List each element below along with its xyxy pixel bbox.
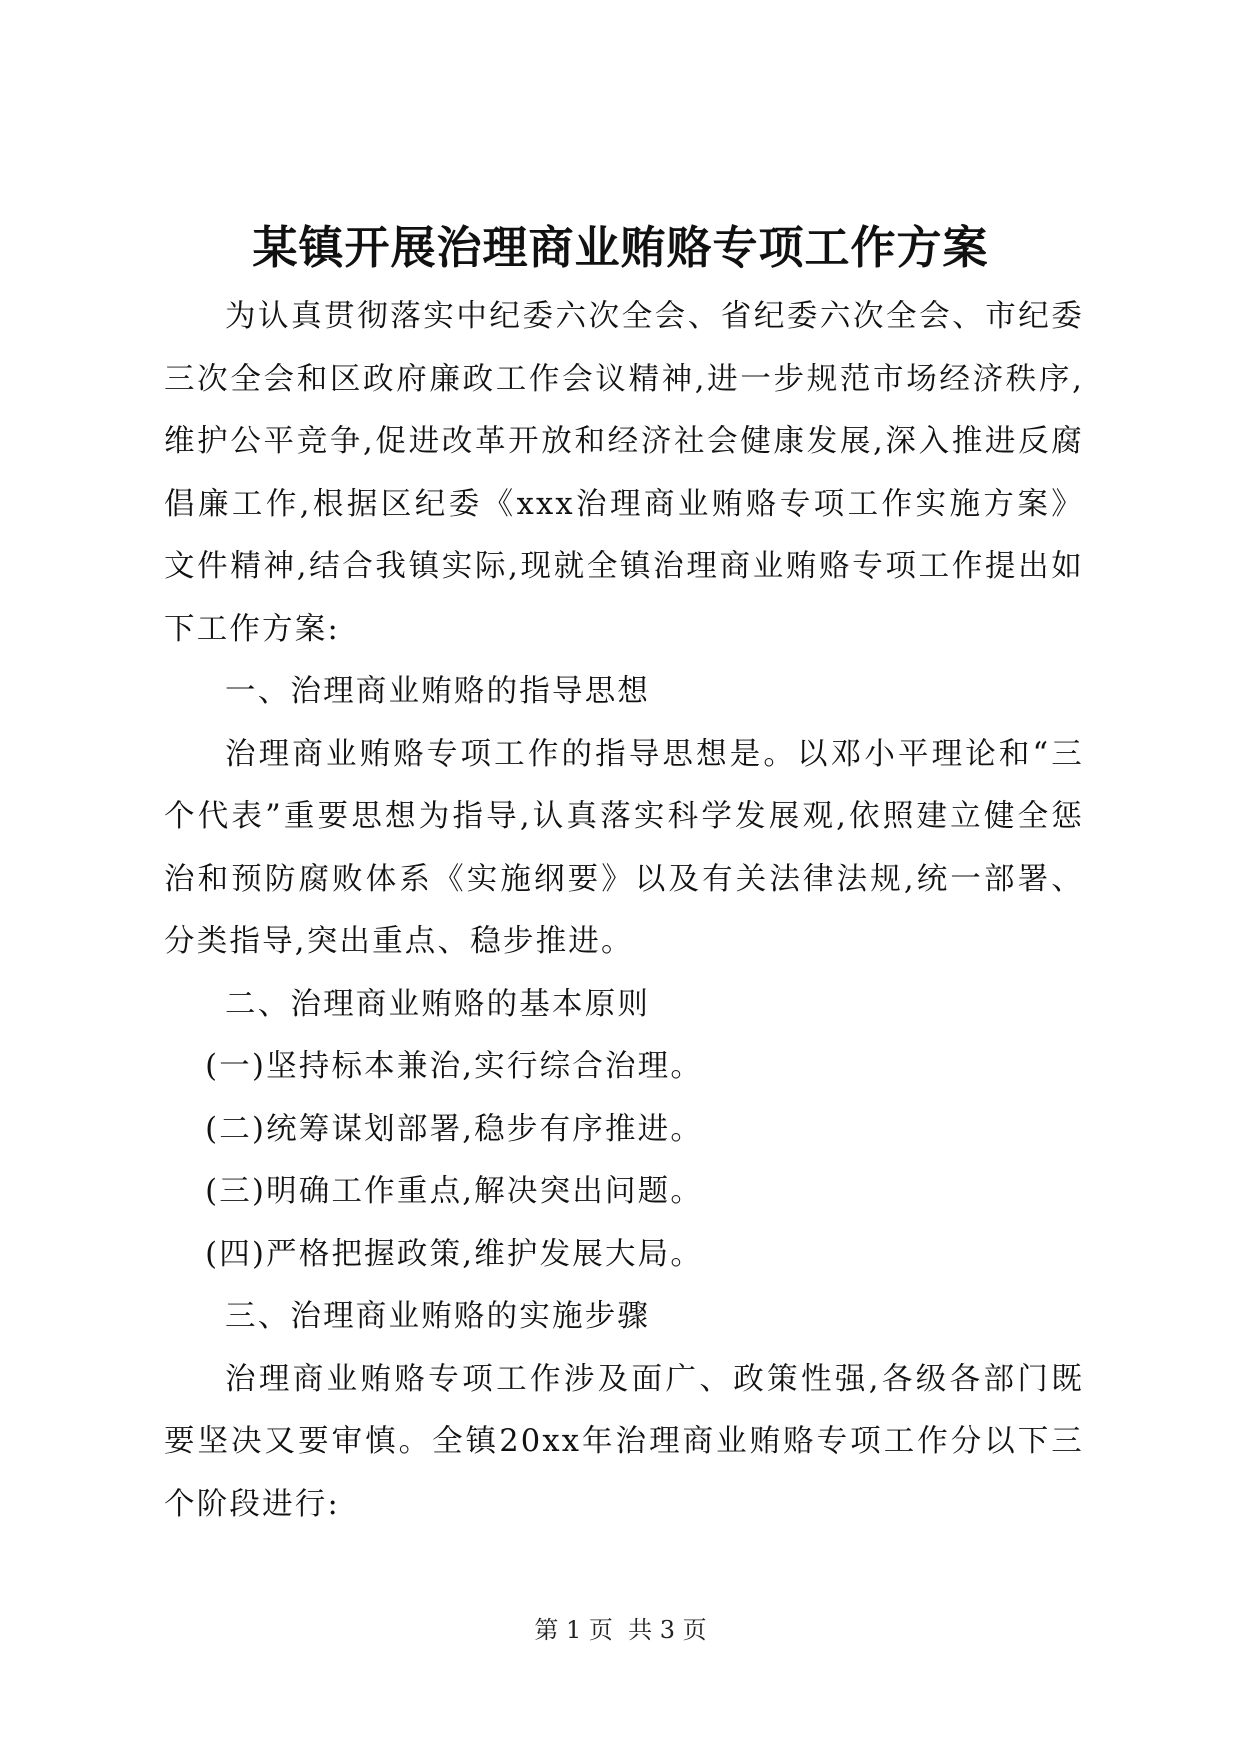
section-heading-guiding-thought: 一、治理商业贿赂的指导思想 bbox=[225, 674, 651, 709]
document-title: 某镇开展治理商业贿赂专项工作方案 bbox=[252, 221, 989, 274]
section-heading-basic-principles: 二、治理商业贿赂的基本原则 bbox=[225, 986, 651, 1022]
principle-item-3: (三)明确工作重点,解决突出问题。 bbox=[205, 1174, 704, 1209]
section-heading-implementation-steps: 三、治理商业贿赂的实施步骤 bbox=[225, 1299, 651, 1334]
principle-item-2: (二)统筹谋划部署,稳步有序推进。 bbox=[205, 1111, 704, 1147]
principle-item-1: (一)坚持标本兼治,实行综合治理。 bbox=[205, 1049, 704, 1084]
implementation-steps-paragraph: 治理商业贿赂专项工作涉及面广、政策性强,各级各部门既要坚决又要审慎。全镇20xx年治理商业贿赂专项工作分以下三个阶段进行: bbox=[164, 1361, 1084, 1522]
document-body bbox=[164, 286, 1084, 1536]
page-footer: 第 1 页 共 3 页 bbox=[534, 1616, 707, 1644]
principle-item-4: (四)严格把握政策,维护发展大局。 bbox=[205, 1236, 704, 1272]
intro-paragraph: 为认真贯彻落实中纪委六次全会、省纪委六次全会、市纪委三次全会和区政府廉政工作会议精神,进一步规范市场经济秩序,维护公平竞争,促进改革开放和经济社会健康发展,深入推进反腐倡廉工作,根据区纪委《xxx治理商业贿赂专项工作实施方案》文件精神,结合我镇实际,现就全镇治理商业贿赂专项工作提出如下工作方案: bbox=[164, 299, 1084, 647]
guiding-thought-paragraph: 治理商业贿赂专项工作的指导思想是。以邓小平理论和“三个代表”重要思想为指导,认真落实科学发展观,依照建立健全惩治和预防腐败体系《实施纲要》以及有关法律法规,统一部署、分类指导,突出重点、稳步推进。 bbox=[164, 736, 1084, 959]
